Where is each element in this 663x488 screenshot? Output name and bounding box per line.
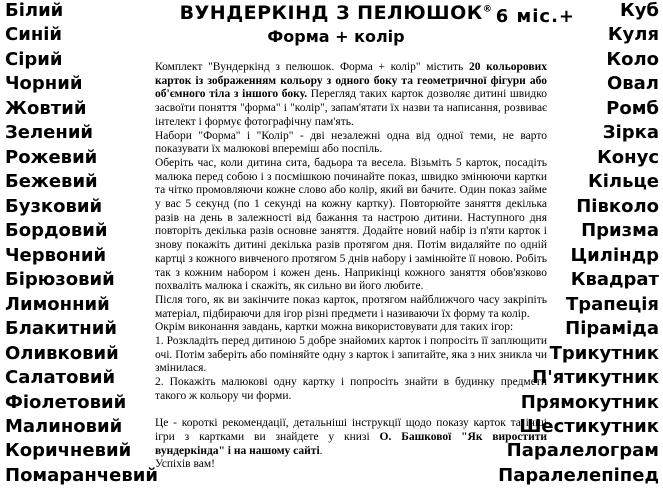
body-paragraph: 1. Розкладіть перед дитиною 5 добре знайомих карток і попросіть її заплющити очі. Потім заберіть або поміняйте одну з карток і запитайте, яка з них зникла чи змінилася. bbox=[155, 335, 547, 375]
color-word: Блакитний bbox=[5, 318, 117, 340]
shape-word: Трикутник bbox=[549, 342, 659, 364]
color-word: Жовтий bbox=[5, 97, 87, 119]
shape-word: Трапеція bbox=[565, 293, 659, 315]
color-word: Лимонний bbox=[5, 293, 110, 315]
shape-word: П'ятикутник bbox=[532, 367, 659, 389]
shape-word: Циліндр bbox=[570, 244, 659, 266]
shape-word: Півколо bbox=[576, 195, 659, 217]
body-paragraph: 2. Покажіть малюкові одну картку і попросіть знайти в будинку предмети такого ж кольору чи форми. bbox=[155, 376, 547, 402]
color-word: Помаранчевий bbox=[5, 464, 158, 486]
shape-word: Паралелограм bbox=[506, 440, 659, 462]
page-header bbox=[155, 2, 517, 46]
color-word: Сірий bbox=[5, 48, 63, 70]
shape-word: Конус bbox=[597, 146, 659, 168]
body-paragraph: Оберіть час, коли дитина сита, бадьора та весела. Візьміть 5 карток, посадіть малюка перед собою і з посмішкою починайте показ, швидко змінюючи картки та чітко промовляючи кожне слово або колір, який ви бачите. Один показ займе у вас 5 секунд (по 1 секунді на кожну картку). Повторюйте заняття декілька разів на день в залежності від бажання та настрою дитини. Наступного дня повторіть декілька разів основне заняття. Додайте новий набір із п'яти карток і знову покажіть дитині декілька разів протягом дня. Потім видаляйте по одній картці з кожного вивченого протягом 5 днів набору і замінюйте її новою. Робіть так з кожним набором і кожен день. Наприкінці кожного заняття обов'язково похваліть малюка і скажіть, як сильно ви його любите. bbox=[155, 156, 547, 293]
color-word: Червоний bbox=[5, 244, 107, 266]
shape-word: Кільце bbox=[588, 171, 659, 193]
shape-word: Куля bbox=[607, 24, 659, 46]
color-word: Бірюзовий bbox=[5, 269, 115, 291]
color-word: Фіолетовий bbox=[5, 391, 127, 413]
shape-word: Куб bbox=[619, 0, 659, 21]
colors-word-list bbox=[5, 2, 158, 485]
color-word: Рожевий bbox=[5, 146, 98, 168]
shape-word: Зірка bbox=[602, 122, 659, 144]
color-word: Бежевий bbox=[5, 171, 98, 193]
body-paragraph: Окрім виконання завдань, картки можна використовувати для таких ігор: bbox=[155, 321, 514, 334]
body-paragraph: Комплект "Вундеркінд з пелюшок. Форма + колір" містить 20 кольорових карток із зображенням кольору з одного боку та геометричної фігури або об'ємного тіла з іншого боку. Перегляд таких карток дозволяє дитині швидко засвоїти поняття "форма" і "колір", запам'ятати їх назви та написання, розвиває інтелект і формує фотографічну пам'ять. bbox=[155, 61, 547, 128]
color-word: Оливковий bbox=[5, 342, 119, 364]
color-word: Зелений bbox=[5, 122, 94, 144]
page-title: ВУНДЕРКІНД З ПЕЛЮШОК bbox=[179, 2, 483, 24]
closing-line: Успіхів вам! bbox=[155, 458, 215, 471]
color-word: Чорний bbox=[5, 73, 83, 95]
age-label: 6 міс.+ bbox=[495, 6, 575, 27]
shape-word: Овал bbox=[606, 73, 659, 95]
instruction-text bbox=[155, 61, 547, 472]
page-subtitle: Форма + колір bbox=[267, 27, 405, 46]
body-paragraph: Це - короткі рекомендації, детальніші інструкції щодо показу карток та інші ігри з картками ви знайдете у книзі О. Башкової "Як виростити вундеркінда" і на нашому сайті. bbox=[155, 417, 547, 457]
body-paragraph: Після того, як ви закінчите показ карток, протягом найближчого часу закріпіть матеріал, підбираючи для ігор різні предмети і називаючи їх форму та колір. bbox=[155, 293, 547, 320]
body-paragraph: Набори "Форма" і "Колір" - дві незалежні одна від одної теми, не варто показувати їх малюкові впереміш або поспіль. bbox=[155, 129, 547, 156]
color-word: Коричневий bbox=[5, 440, 132, 462]
registered-trademark-icon: ® bbox=[482, 4, 493, 15]
color-word: Білий bbox=[5, 0, 64, 21]
shape-word: Коло bbox=[606, 48, 659, 70]
shape-word: Шестикутник bbox=[519, 415, 659, 437]
color-word: Бузковий bbox=[5, 195, 103, 217]
shape-word: Призма bbox=[581, 220, 659, 242]
shape-word: Піраміда bbox=[565, 318, 659, 340]
shape-word: Квадрат bbox=[570, 269, 659, 291]
color-word: Салатовий bbox=[5, 367, 116, 389]
shape-word: Паралелепіпед bbox=[498, 464, 659, 486]
color-word: Малиновий bbox=[5, 415, 123, 437]
color-word: Синій bbox=[5, 24, 63, 46]
shape-word: Ромб bbox=[606, 97, 659, 119]
shape-word: Прямокутник bbox=[520, 391, 659, 413]
color-word: Бордовий bbox=[5, 220, 108, 242]
center-column bbox=[155, 2, 547, 472]
